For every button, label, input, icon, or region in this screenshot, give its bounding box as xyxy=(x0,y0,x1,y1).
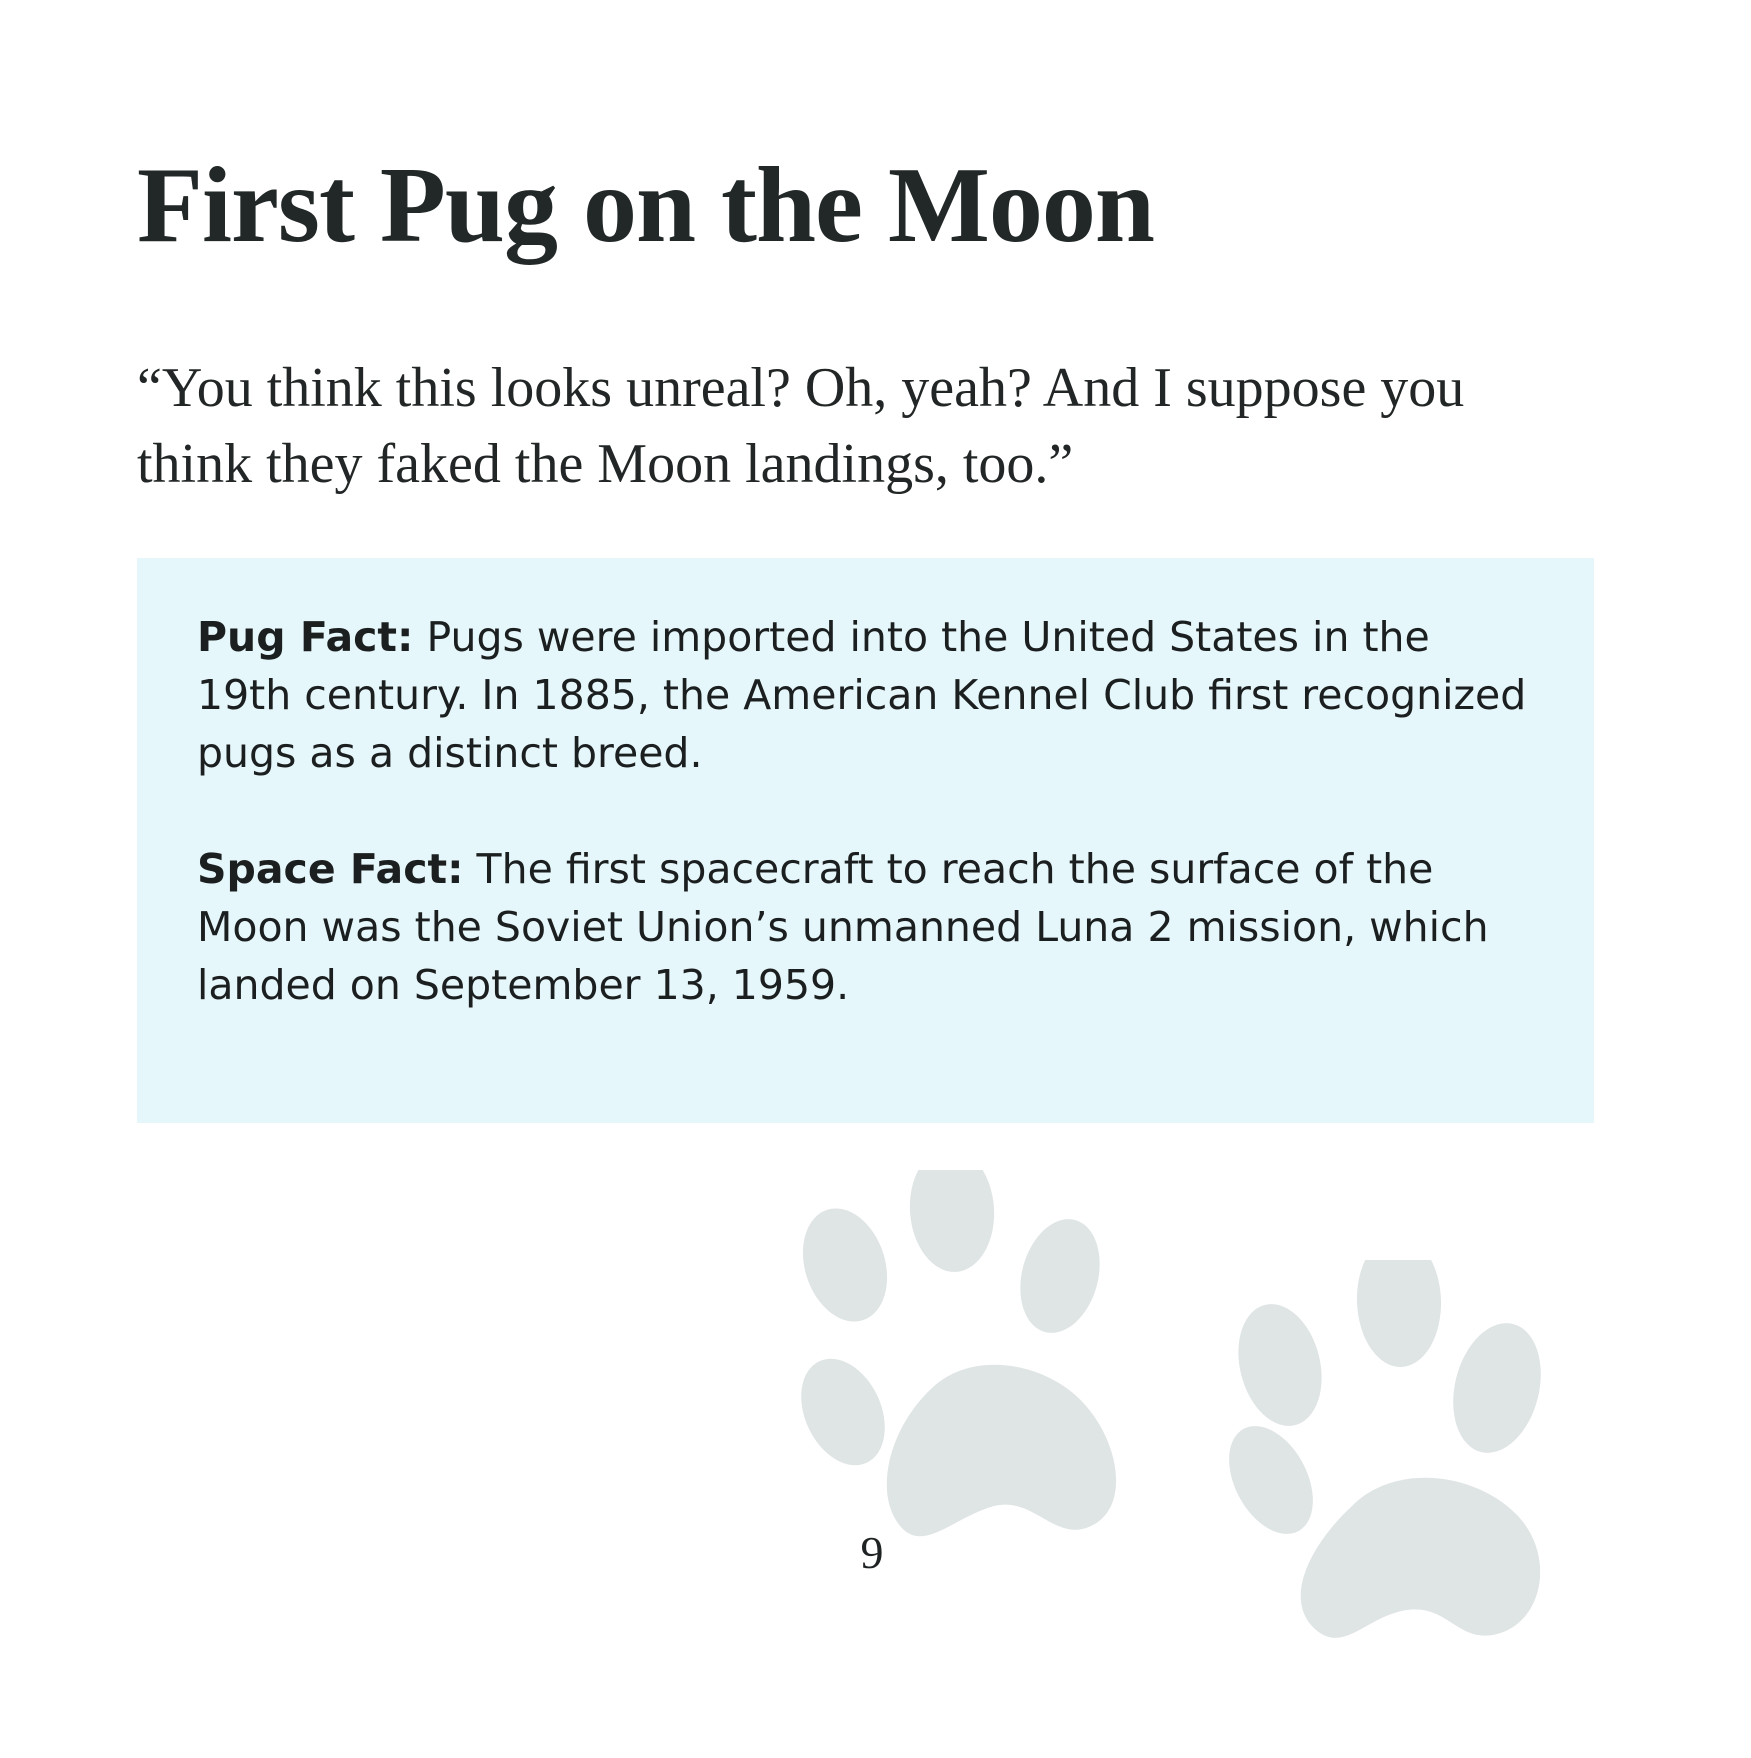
fact-box xyxy=(137,558,1594,1123)
quote-text: “You think this looks unreal? Oh, yeah? And I suppose you think they faked the Moon landings, too.” xyxy=(137,357,1465,495)
space-fact xyxy=(197,840,1527,1014)
pug-fact-label: Pug Fact: xyxy=(197,613,414,661)
space-fact-label: Space Fact: xyxy=(197,845,464,893)
page-number: 9 xyxy=(860,1527,884,1578)
paw-print-icon xyxy=(1210,1260,1560,1660)
paw-print-icon xyxy=(800,1170,1160,1560)
pug-fact xyxy=(197,608,1527,782)
pug-fact-text: Pugs were imported into the United States in the 19th century. In 1885, the American Kennel Club first recognized pugs as a distinct breed. xyxy=(197,613,1527,777)
page-title: First Pug on the Moon xyxy=(137,146,1154,265)
space-fact-text: The first spacecraft to reach the surface of the Moon was the Soviet Union’s unmanned Luna 2 mission, which landed on September 13, 1959. xyxy=(197,845,1489,1009)
